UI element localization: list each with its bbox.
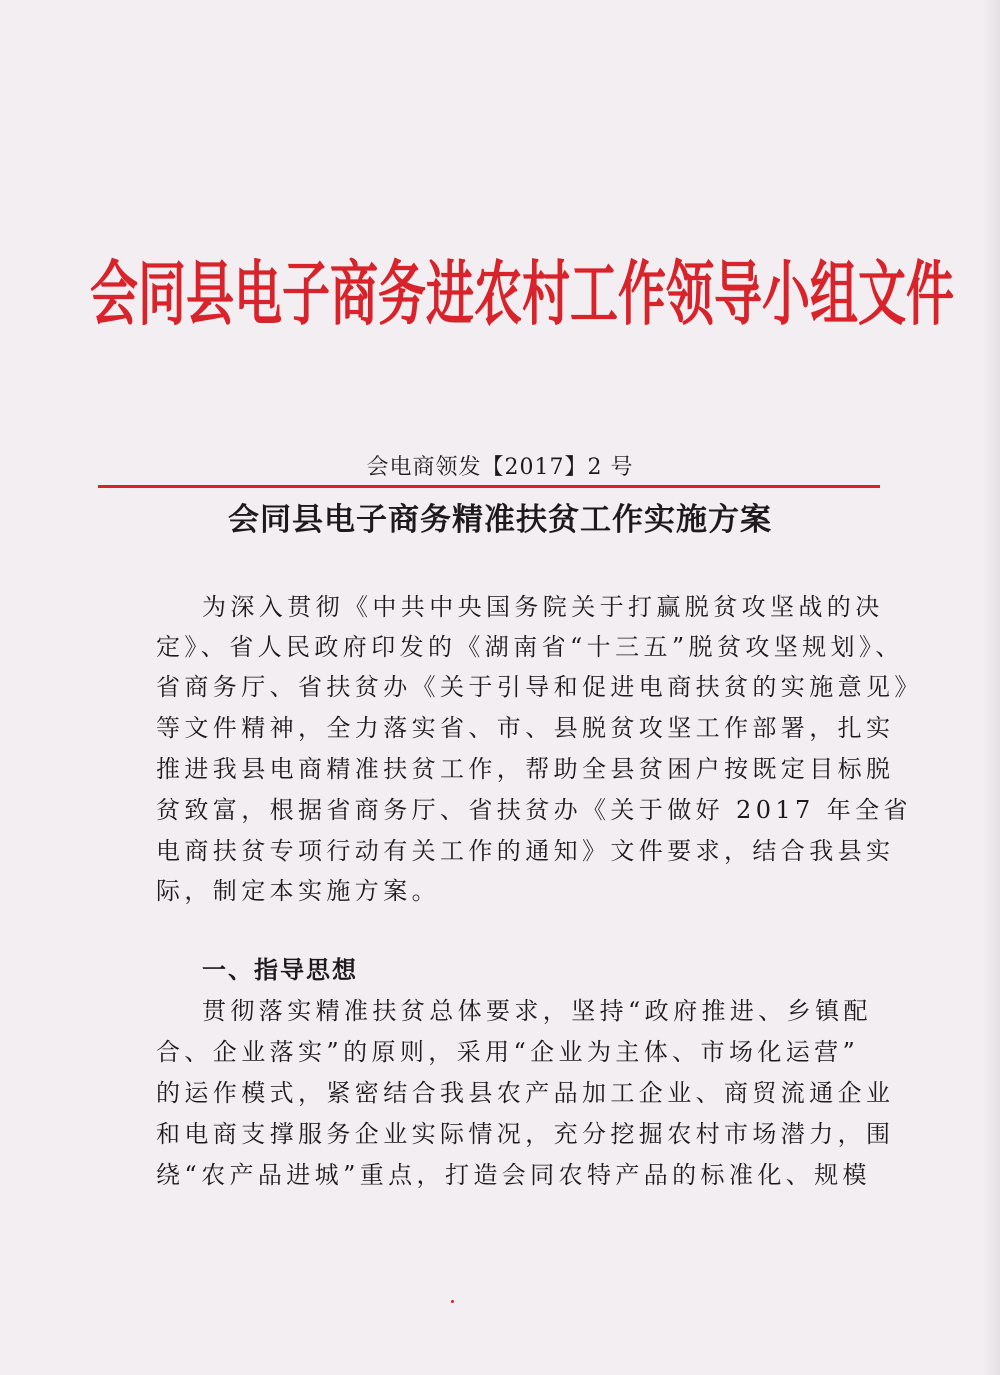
intro-line: 为深入贯彻《中共中央国务院关于打赢脱贫攻坚战的决 — [202, 593, 884, 621]
document-number: 会电商领发【2017】2 号 — [366, 455, 634, 480]
section1-line: 和电商支撑服务企业实际情况，充分挖掘农村市场潜力，围 — [156, 1120, 895, 1148]
section1-line: 贯彻落实精准扶贫总体要求，坚持“政府推进、乡镇配 — [202, 997, 872, 1025]
page-edge-shadow — [982, 0, 1000, 1375]
issuer-red-header: 会同县电子商务进农村工作领导小组文件 — [90, 253, 955, 336]
document-title: 会同县电子商务精准扶贫工作实施方案 — [228, 502, 772, 538]
intro-line: 际，制定本实施方案。 — [156, 877, 440, 905]
section1-line: 合、企业落实”的原则，采用“企业为主体、市场化运营” — [156, 1038, 860, 1066]
intro-line: 省商务厅、省扶贫办《关于引导和促进电商扶贫的实施意见》 — [156, 673, 923, 701]
ink-speck — [451, 1300, 454, 1303]
intro-line: 定》、省人民政府印发的《湖南省“十三五”脱贫攻坚规划》、 — [156, 633, 904, 661]
section-heading-guiding-ideology: 一、指导思想 — [202, 956, 358, 984]
intro-line: 等文件精神，全力落实省、市、县脱贫攻坚工作部署，扎实 — [156, 714, 895, 742]
intro-line: 贫致富，根据省商务厅、省扶贫办《关于做好 2017 年全省 — [156, 796, 912, 824]
red-divider-line — [98, 485, 880, 488]
intro-line: 推进我县电商精准扶贫工作，帮助全县贫困户按既定目标脱 — [156, 755, 895, 783]
section1-line: 的运作模式，紧密结合我县农产品加工企业、商贸流通企业 — [156, 1079, 895, 1107]
section1-line: 绕“农产品进城”重点，打造会同农特产品的标准化、规模 — [156, 1161, 871, 1189]
intro-line: 电商扶贫专项行动有关工作的通知》文件要求，结合我县实 — [156, 837, 895, 865]
